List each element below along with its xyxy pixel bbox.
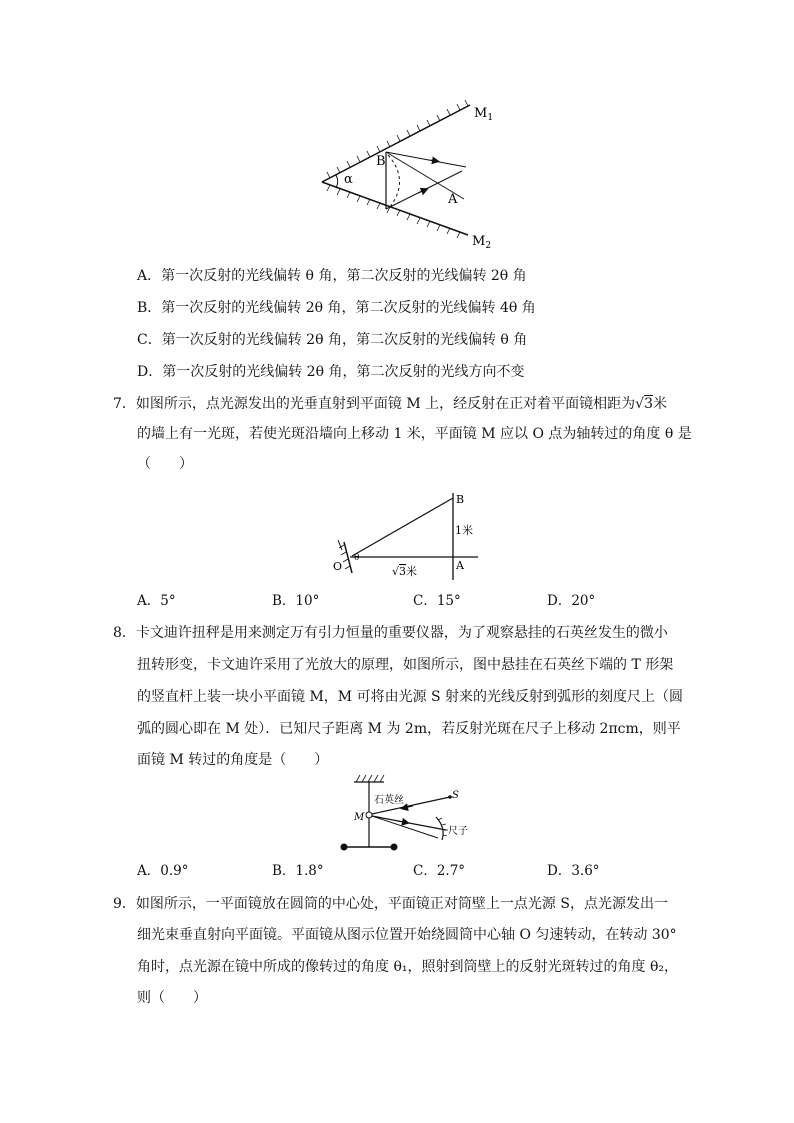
label-o: O [333, 560, 343, 573]
sqrt-sign: √ [635, 396, 645, 412]
q8-stem-line5: 面镜 M 转过的角度是（ ） [137, 752, 329, 768]
label-sqrt3m: √3米 [392, 565, 418, 578]
q7-stem-line2: 的墙上有一光斑，若使光斑沿墙向上移动 1 米，平面镜 M 应以 O 点为轴转过的角度 θ 是 [137, 426, 692, 442]
q8-option-d: D．3.6° [547, 863, 600, 879]
label-ruler: 尺子 [448, 826, 468, 837]
label-fiber: 石英丝 [374, 795, 404, 806]
q6-option-a: A．第一次反射的光线偏转 θ 角，第二次反射的光线偏转 2θ 角 [137, 268, 527, 284]
label-m2: $M_2$ [472, 234, 492, 251]
mirror-m2 [322, 182, 468, 235]
q8-option-a: A．0.9° [137, 863, 189, 879]
q8-stem-line4: 弧的圆心即在 M 处）．已知尺子距离 M 为 2m，若反射光斑在尺子上移动 2πcm，则平 [137, 721, 681, 737]
label-1m: 1米 [455, 524, 473, 537]
q9-stem-line2: 细光束垂直射向平面镜。平面镜从图示位置开始绕圆筒中心轴 O 匀速转动，在转动 30° [137, 927, 677, 943]
mirror-m1 [322, 105, 470, 182]
q8-figure [338, 772, 488, 857]
q9-stem-line3: 角时，点光源在镜中所成的像转过的角度 θ₁，照射到筒壁上的反射光斑转过的角度 θ₂， [137, 959, 678, 975]
mirror-m [366, 812, 372, 818]
q7-option-c: C．15° [413, 593, 461, 609]
label-m: M [354, 812, 365, 823]
q7-stem-line1 [113, 394, 667, 414]
q7-option-b: B．10° [272, 593, 320, 609]
q6-option-d: D．第一次反射的光线偏转 2θ 角，第二次反射的光线方向不变 [137, 364, 525, 380]
q7-stem-line3: （ ） [137, 456, 193, 472]
label-theta: θ [354, 553, 360, 563]
q7-stem-text-1: 7．如图所示，点光源发出的光垂直射到平面镜 M 上，经反射在正对着平面镜相距为 [113, 396, 636, 412]
q9-stem-line4: 则（ ） [137, 990, 207, 1006]
q7-stem-text-1-unit: 米 [652, 396, 667, 412]
label-b: B [376, 154, 386, 169]
q6-option-b: B．第一次反射的光线偏转 2θ 角，第二次反射的光线偏转 4θ 角 [137, 300, 536, 316]
q9-stem-line1: 9．如图所示，一平面镜放在圆筒的中心处，平面镜正对筒壁上一点光源 S，点光源发出一 [113, 896, 668, 912]
q6-option-c: C．第一次反射的光线偏转 2θ 角，第二次反射的光线偏转 θ 角 [137, 332, 528, 348]
q6-mirror-figure [310, 95, 510, 255]
q8-stem-line2: 扭转形变，卡文迪许采用了光放大的原理，如图所示，图中悬挂在石英丝下端的 T 形架 [137, 657, 674, 673]
q8-stem-line3: 的竖直杆上装一块小平面镜 M，M 可将由光源 S 射来的光线反射到弧形的刻度尺上（圆 [137, 689, 684, 705]
ray-to-b [352, 498, 453, 556]
label-alpha: α [344, 172, 353, 187]
q8-option-b: B．1.8° [272, 863, 324, 879]
q7-option-d: D．20° [547, 593, 596, 609]
label-s: S [452, 790, 459, 801]
q8-option-c: C．2.7° [413, 863, 466, 879]
label-a: A [456, 559, 464, 572]
label-b: B [456, 493, 465, 506]
label-a: A [448, 192, 458, 207]
q8-stem-line1: 8．卡文迪许扭秤是用来测定万有引力恒量的重要仪器，为了观察悬挂的石英丝发生的微小 [113, 625, 668, 641]
q7-option-a: A．5° [137, 593, 176, 609]
q7-figure [330, 490, 490, 585]
q7-sqrt-value: 3 [644, 396, 653, 412]
label-m1: $M_1$ [474, 106, 494, 123]
